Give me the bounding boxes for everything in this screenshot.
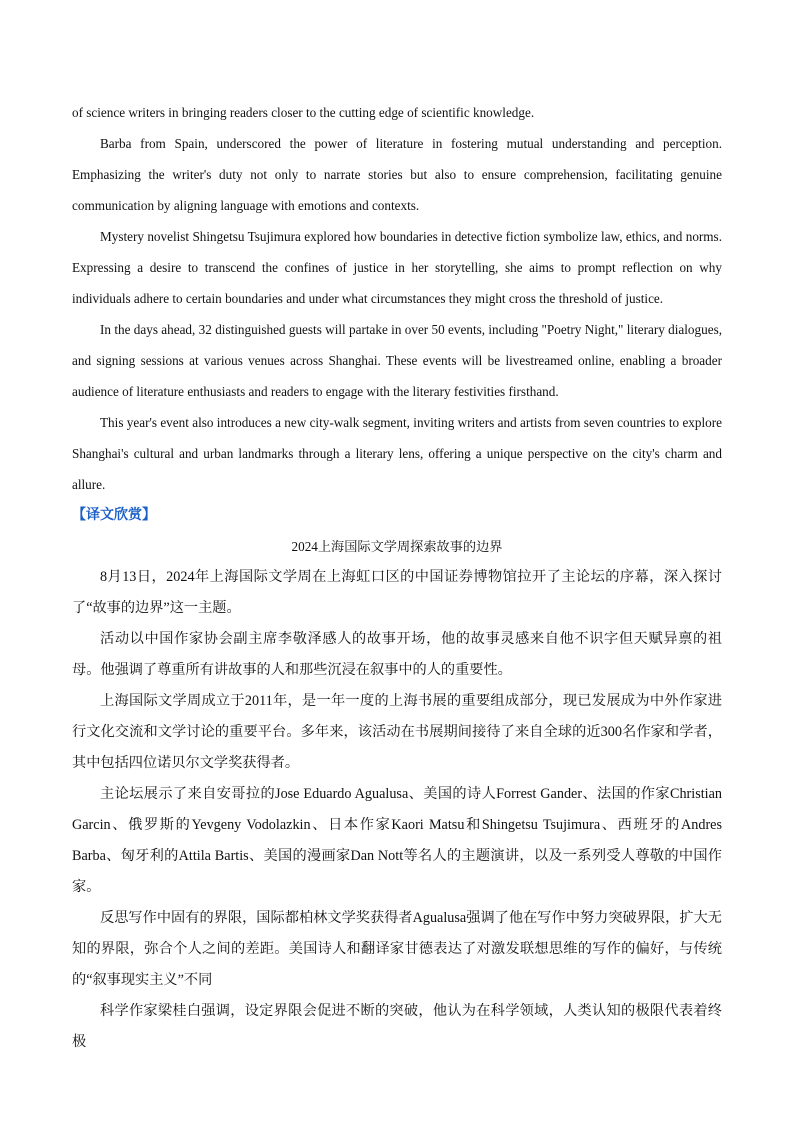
translation-paragraph-6: 科学作家梁桂白强调，设定界限会促进不断的突破，他认为在科学领域，人类认知的极限代表着终极 [72,1003,722,1050]
english-paragraph-2: Barba from Spain, underscored the power of literature in fostering mutual understanding and perception. Emphasizing the writer's duty not only to narrate stories but also to ensure comprehension, facilitating genuine communication by aligning language with emotions and contexts. [72,136,722,213]
translation-paragraph-5: 反思写作中固有的界限，国际都柏林文学奖获得者Agualusa强调了他在写作中努力突破界限，扩大无知的界限，弥合个人之间的差距。美国诗人和翻译家甘德表达了对激发联想思维的写作的偏好，与传统的“叙事现实主义”不同 [72,910,722,988]
english-paragraph-1: of science writers in bringing readers closer to the cutting edge of scientific knowledge. [72,105,535,120]
translation-heading: 【译文欣赏】 [72,507,156,523]
english-paragraph-4: In the days ahead, 32 distinguished guests will partake in over 50 events, including "Poetry Night," literary dialogues, and signing sessions at various venues across Shanghai. These events will be livestreamed online, enabling a broader audience of literature enthusiasts and readers to engage with the literary festivities firsthand. [72,322,722,399]
translation-paragraph-3: 上海国际文学周成立于2011年，是一年一度的上海书展的重要组成部分，现已发展成为中外作家进行文化交流和文学讨论的重要平台。多年来，该活动在书展期间接待了来自全球的近300名作家和学者，其中包括四位诺贝尔文学奖获得者。 [72,693,722,771]
translation-paragraph-1: 8月13日，2024年上海国际文学周在上海虹口区的中国证券博物馆拉开了主论坛的序幕，深入探讨了“故事的边界”这一主题。 [72,569,722,616]
translation-paragraph-4: 主论坛展示了来自安哥拉的Jose Eduardo Agualusa、美国的诗人Forrest Gander、法国的作家Christian Garcin、俄罗斯的Yevgeny Vodolazkin、日本作家Kaori Matsu和Shingetsu Tsujimura、西班牙的Andres Barba、匈牙利的Attila Bartis、美国的漫画家Dan Nott等名人的主题演讲，以及一系列受人尊敬的中国作家。 [72,786,722,895]
translation-paragraph-2: 活动以中国作家协会副主席李敬泽感人的故事开场，他的故事灵感来自他不识字但天赋异禀的祖母。他强调了尊重所有讲故事的人和那些沉浸在叙事中的人的重要性。 [72,631,722,678]
translation-title: 2024上海国际文学周探索故事的边界 [291,539,503,554]
english-paragraph-3: Mystery novelist Shingetsu Tsujimura explored how boundaries in detective fiction symbolize law, ethics, and norms. Expressing a desire to transcend the confines of justice in her storytelling, she aims to prompt reflection on why individuals adhere to certain boundaries and under what circumstances they might cross the threshold of justice. [72,229,722,306]
english-paragraph-5: This year's event also introduces a new city-walk segment, inviting writers and artists from seven countries to explore Shanghai's cultural and urban landmarks through a literary lens, offering a unique perspective on the city's charm and allure. [72,415,722,492]
document-body [72,97,722,1058]
